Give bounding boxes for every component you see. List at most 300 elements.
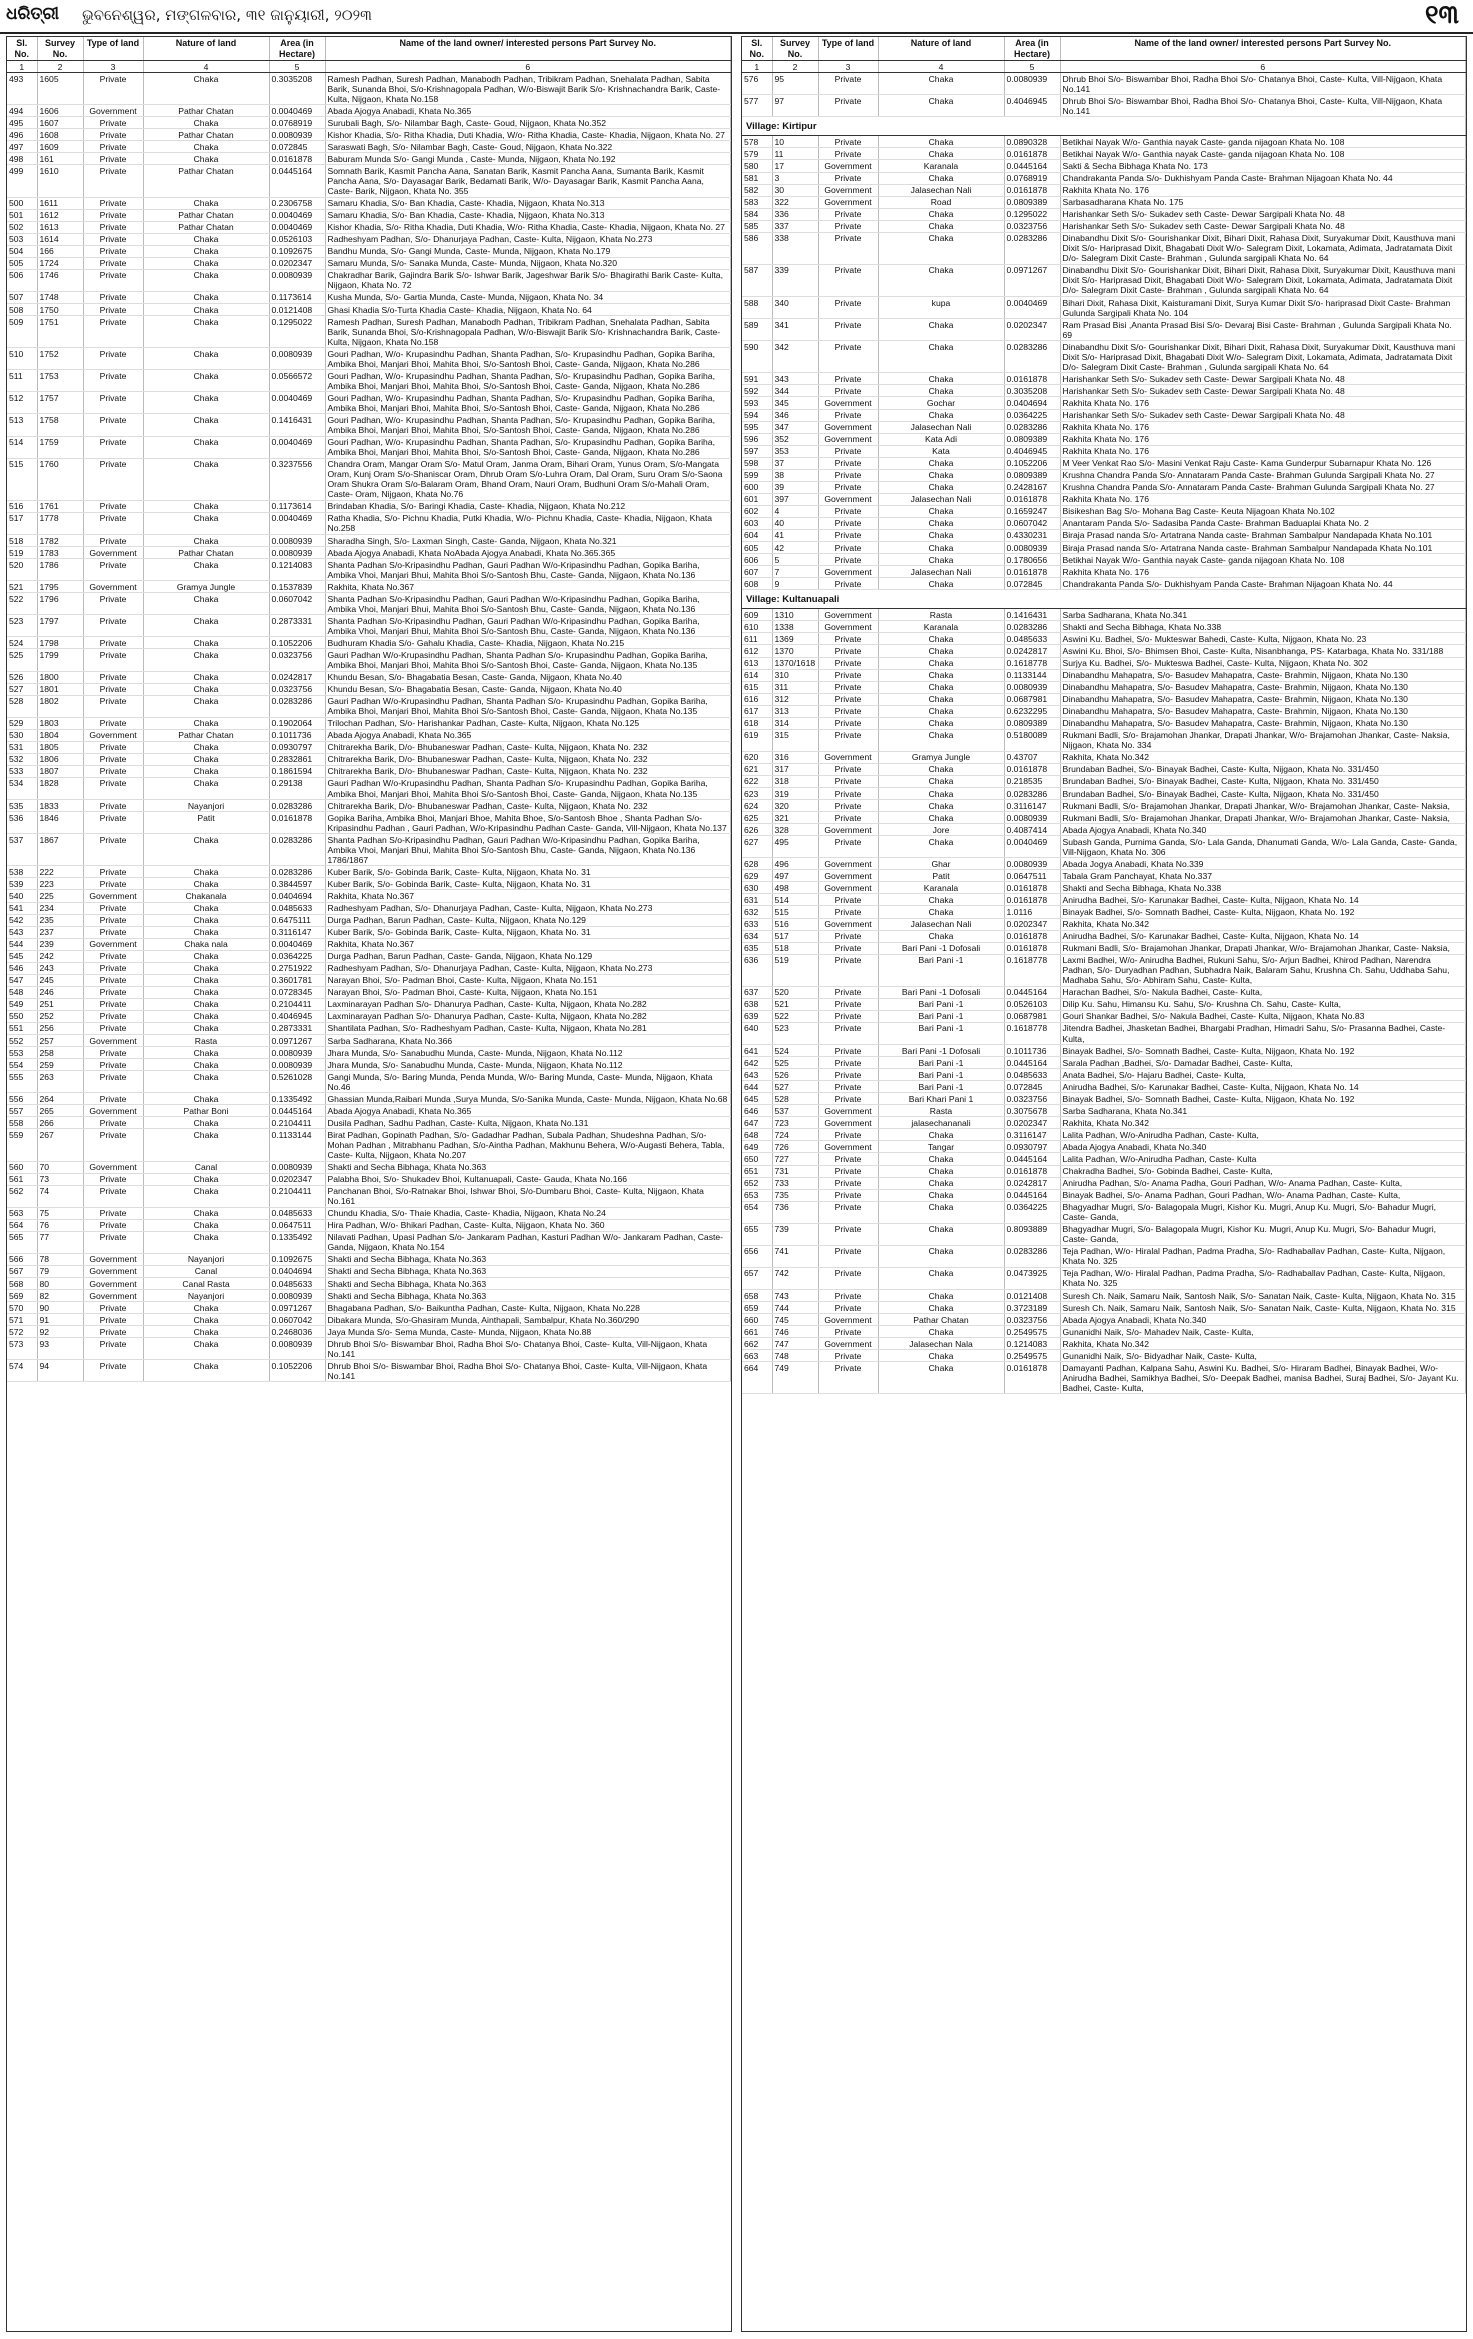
survey-no-cell: 257 (37, 1035, 83, 1047)
survey-no-cell: 1613 (37, 221, 83, 233)
owner-cell: Sakti & Secha Bibhaga Khata No. 173 (1060, 160, 1466, 172)
land-type-cell: Private (818, 836, 878, 858)
land-nature-cell: Chaka (878, 729, 1004, 751)
table-row (742, 469, 1466, 481)
land-type-cell: Private (83, 245, 143, 257)
land-type-cell: Private (83, 962, 143, 974)
land-nature-cell: Chaka (878, 554, 1004, 566)
sl-no-cell: 521 (7, 581, 37, 593)
land-type-cell: Private (818, 208, 878, 220)
survey-no-cell: 30 (772, 184, 818, 196)
table-row (7, 974, 731, 986)
table-row (742, 1081, 1466, 1093)
sl-no-cell: 546 (7, 962, 37, 974)
area-cell: 0.2428167 (1004, 481, 1060, 493)
owner-cell: Chundu Khadia, S/o- Thaie Khadia, Caste- Khadia, Nijgaon, Khata No.24 (325, 1207, 731, 1219)
survey-no-cell: 161 (37, 153, 83, 165)
area-cell: 0.0890328 (1004, 136, 1060, 148)
survey-no-cell: 724 (772, 1129, 818, 1141)
sl-no-cell: 602 (742, 505, 772, 517)
owner-cell: Krushna Chandra Panda S/o- Annataram Panda Caste- Brahman Gulunda Sargipali Khata No. 27 (1060, 481, 1466, 493)
land-nature-cell: Chaka (878, 930, 1004, 942)
land-type-cell: Private (83, 153, 143, 165)
area-cell: 0.3116147 (269, 926, 325, 938)
table-row (742, 633, 1466, 645)
owner-cell: Harachan Badhei, S/o- Nakula Badhei, Caste- Kulta, (1060, 986, 1466, 998)
land-nature-cell: Chaka (143, 649, 269, 671)
owner-cell: Saraswati Bagh, S/o- Nilambar Bagh, Caste- Goud, Nijgaon, Khata No.322 (325, 141, 731, 153)
land-nature-cell: Chaka (878, 705, 1004, 717)
land-nature-cell: Chaka (878, 836, 1004, 858)
survey-no-cell: 73 (37, 1173, 83, 1185)
table-row (742, 1223, 1466, 1245)
survey-no-cell: 1750 (37, 304, 83, 316)
land-nature-cell: Chaka (143, 1219, 269, 1231)
land-nature-cell: Karanala (878, 160, 1004, 172)
table-row (7, 914, 731, 926)
survey-no-cell: 39 (772, 481, 818, 493)
area-cell: 0.2549575 (1004, 1326, 1060, 1338)
sl-no-cell: 622 (742, 775, 772, 787)
sl-no-cell: 567 (7, 1265, 37, 1277)
area-cell: 0.0445164 (1004, 1153, 1060, 1165)
land-type-cell: Government (818, 870, 878, 882)
land-nature-cell: Pathar Chatan (143, 209, 269, 221)
survey-no-cell: 337 (772, 220, 818, 232)
table-row (742, 1189, 1466, 1201)
land-type-cell: Private (818, 341, 878, 373)
table-row (742, 657, 1466, 669)
land-nature-cell: Chaka (878, 1362, 1004, 1394)
land-nature-cell: Chaka (143, 414, 269, 436)
land-type-cell: Private (83, 777, 143, 799)
owner-cell: Durga Padhan, Barun Padhan, Caste- Ganda, Nijgaon, Khata No.129 (325, 950, 731, 962)
land-type-cell: Private (83, 559, 143, 581)
land-nature-cell: Chaka (143, 458, 269, 500)
owner-cell: Kishor Khadia, S/o- Ritha Khadia, Duti Khadia, W/o- Ritha Khadia, Caste- Khadia, Nijgaon, Khata No. 27 (325, 129, 731, 141)
area-cell: 0.3035208 (1004, 385, 1060, 397)
table-row (742, 1267, 1466, 1289)
land-nature-cell: Chaka (878, 373, 1004, 385)
table-row (7, 392, 731, 414)
owner-cell: Harishankar Seth S/o- Sukadev seth Caste- Dewar Sargipali Khata No. 48 (1060, 385, 1466, 397)
owner-cell: Gouri Padhan, W/o- Krupasindhu Padhan, Shanta Padhan, S/o- Krupasindhu Padhan, Gopika Bariha, Ambika Bhoi, Manjari Bhoi, Mahita Bhoi, S/o-Santosh Bhoi, Caste- Ganda, Nijgaon, Khata No.286 (325, 348, 731, 370)
land-nature-cell: Chaka (878, 208, 1004, 220)
table-row (742, 1010, 1466, 1022)
owner-cell: Subash Ganda, Purnima Ganda, S/o- Lala Ganda, Dhanumati Ganda, W/o- Lala Ganda, Caste- Ganda, Vill-Nijgaon, Khata No. 306 (1060, 836, 1466, 858)
land-nature-cell: Bari Pani -1 (878, 1069, 1004, 1081)
land-type-cell: Private (83, 765, 143, 777)
owner-cell: Jhara Munda, S/o- Sanabudhu Munda, Caste- Munda, Nijgaon, Khata No.112 (325, 1047, 731, 1059)
survey-no-cell: 318 (772, 775, 818, 787)
survey-no-cell: 222 (37, 866, 83, 878)
sl-no-cell: 570 (7, 1302, 37, 1314)
owner-cell: Laxminarayan Padhan S/o- Dhanurya Padhan, Caste- Kulta, Nijgaon, Khata No.282 (325, 1010, 731, 1022)
sl-no-cell: 577 (742, 95, 772, 117)
table-row (7, 1071, 731, 1093)
table-row (742, 882, 1466, 894)
survey-no-cell: 1828 (37, 777, 83, 799)
land-nature-cell: Chaka nala (143, 938, 269, 950)
land-type-cell: Private (818, 1350, 878, 1362)
area-cell: 0.0323756 (269, 649, 325, 671)
table-row (742, 1177, 1466, 1189)
area-cell: 0.0323756 (1004, 1093, 1060, 1105)
sl-no-cell: 528 (7, 695, 37, 717)
table-row (742, 421, 1466, 433)
land-type-cell: Private (818, 1326, 878, 1338)
table-row (7, 998, 731, 1010)
owner-cell: Rakhita, Khata No.342 (1060, 1338, 1466, 1350)
land-type-cell: Private (83, 974, 143, 986)
table-row (7, 316, 731, 348)
sl-no-cell: 495 (7, 117, 37, 129)
sl-no-cell: 650 (742, 1153, 772, 1165)
survey-no-cell: 528 (772, 1093, 818, 1105)
table-row (742, 1350, 1466, 1362)
area-cell: 0.0161878 (1004, 882, 1060, 894)
survey-no-cell: 1804 (37, 729, 83, 741)
sl-no-cell: 523 (7, 615, 37, 637)
land-type-cell: Private (818, 1267, 878, 1289)
survey-no-cell: 1796 (37, 593, 83, 615)
sl-no-cell: 612 (742, 645, 772, 657)
survey-no-cell: 245 (37, 974, 83, 986)
land-type-cell: Private (818, 788, 878, 800)
owner-cell: Aswini Ku. Bhoi, S/o- Bhimsen Bhoi, Caste- Kulta, Nisanbhanga, PS- Katarbaga, Khata No. 331/188 (1060, 645, 1466, 657)
area-cell: 0.0283286 (1004, 788, 1060, 800)
sl-no-cell: 588 (742, 297, 772, 319)
area-cell: 0.0080939 (269, 535, 325, 547)
land-type-cell: Government (818, 1338, 878, 1350)
table-row (7, 834, 731, 866)
land-type-cell: Private (818, 1290, 878, 1302)
sl-no-cell: 552 (7, 1035, 37, 1047)
table-row (742, 264, 1466, 296)
land-type-cell: Private (83, 414, 143, 436)
area-cell: 0.0930797 (269, 741, 325, 753)
land-type-cell: Government (83, 890, 143, 902)
survey-no-cell: 1609 (37, 141, 83, 153)
column-number-row (7, 61, 731, 73)
area-cell: 0.0809389 (1004, 196, 1060, 208)
col-number: 5 (269, 61, 325, 73)
land-type-cell: Private (83, 221, 143, 233)
land-nature-cell: Chaka (878, 1245, 1004, 1267)
area-cell: 0.0040469 (269, 392, 325, 414)
survey-no-cell: 746 (772, 1326, 818, 1338)
area-cell: 0.1092675 (269, 1253, 325, 1265)
land-nature-cell: Bari Pani -1 (878, 1057, 1004, 1069)
land-nature-cell: Kata Adi (878, 433, 1004, 445)
land-type-cell: Government (83, 1253, 143, 1265)
survey-no-cell: 321 (772, 812, 818, 824)
area-cell: 0.0161878 (1004, 148, 1060, 160)
area-cell: 0.0283286 (269, 800, 325, 812)
land-nature-cell: Bari Pani -1 Dofosali (878, 986, 1004, 998)
table-row (7, 950, 731, 962)
area-cell: 0.1902064 (269, 717, 325, 729)
table-row (7, 593, 731, 615)
sl-no-cell: 514 (7, 436, 37, 458)
land-type-cell: Private (818, 645, 878, 657)
sl-no-cell: 639 (742, 1010, 772, 1022)
table-row (742, 1362, 1466, 1394)
table-row (742, 775, 1466, 787)
table-row (742, 529, 1466, 541)
owner-cell: Bisikeshan Bag S/o- Mohana Bag Caste- Keuta Nijagoan Khata No.102 (1060, 505, 1466, 517)
sl-no-cell: 617 (742, 705, 772, 717)
sl-no-cell: 572 (7, 1326, 37, 1338)
table-row (7, 1265, 731, 1277)
land-nature-cell: Chaka (143, 153, 269, 165)
left-column (6, 36, 732, 2332)
area-cell: 0.0283286 (269, 834, 325, 866)
land-type-cell: Private (818, 481, 878, 493)
survey-no-cell: 322 (772, 196, 818, 208)
sl-no-cell: 641 (742, 1045, 772, 1057)
header-sl: Sl. No. (742, 37, 772, 61)
area-cell: 0.0323756 (269, 683, 325, 695)
header-type: Type of land (83, 37, 143, 61)
table-row (742, 1057, 1466, 1069)
table-row (742, 341, 1466, 373)
land-nature-cell: Chaka (878, 717, 1004, 729)
area-cell: 0.3601781 (269, 974, 325, 986)
survey-no-cell: 1800 (37, 671, 83, 683)
land-type-cell: Private (818, 1177, 878, 1189)
survey-no-cell: 353 (772, 445, 818, 457)
header-survey: Survey No. (37, 37, 83, 61)
area-cell: 0.0607042 (1004, 517, 1060, 529)
survey-no-cell: 166 (37, 245, 83, 257)
land-nature-cell: Patit (878, 870, 1004, 882)
land-nature-cell: Canal Rasta (143, 1278, 269, 1290)
owner-cell: Abada Ajogya Anabadi, Khata NoAbada Ajogya Anabadi, Khata No.365.365 (325, 547, 731, 559)
owner-cell: Gopika Bariha, Ambika Bhoi, Manjari Bhoe, Mahita Bhoe, S/o-Santosh Bhoe , Shanta Padhan S/o-Kripasindhu Padhan , Gauri Padhan, W/o-Kripasindhu Padhan Caste- Ganda, Vill-Nijgaon, Khata No.137 (325, 812, 731, 834)
land-type-cell: Private (818, 136, 878, 148)
table-row (742, 705, 1466, 717)
land-nature-cell: Chaka (143, 741, 269, 753)
land-nature-cell: Road (878, 196, 1004, 208)
sl-no-cell: 648 (742, 1129, 772, 1141)
survey-no-cell: 727 (772, 1153, 818, 1165)
page-number: ୧୩ (1425, 0, 1459, 30)
area-cell: 0.0161878 (1004, 373, 1060, 385)
survey-no-cell: 70 (37, 1161, 83, 1173)
sl-no-cell: 501 (7, 209, 37, 221)
sl-no-cell: 598 (742, 457, 772, 469)
table-row (7, 1093, 731, 1105)
land-type-cell: Private (83, 914, 143, 926)
table-row (7, 926, 731, 938)
sl-no-cell: 616 (742, 693, 772, 705)
owner-cell: Bhagyadhar Mugri, S/o- Balagopala Mugri, Kishor Ku. Mugri, Anup Ku. Mugri, S/o- Bahadur Mugri, Caste- Ganda, (1060, 1201, 1466, 1223)
table-row (7, 153, 731, 165)
table-row (7, 1059, 731, 1071)
land-nature-cell: Bari Pani -1 (878, 998, 1004, 1010)
land-type-cell: Private (83, 500, 143, 512)
land-nature-cell: Chaka (878, 148, 1004, 160)
sl-no-cell: 524 (7, 637, 37, 649)
sl-no-cell: 553 (7, 1047, 37, 1059)
owner-cell: Shakti and Secha Bibhaga, Khata No.338 (1060, 882, 1466, 894)
area-cell: 0.4046945 (1004, 95, 1060, 117)
land-nature-cell: Jalasechan Nali (878, 421, 1004, 433)
land-nature-cell: Chaka (878, 505, 1004, 517)
area-cell: 0.4046945 (269, 1010, 325, 1022)
table-row (742, 409, 1466, 421)
table-row (7, 414, 731, 436)
survey-no-cell: 1608 (37, 129, 83, 141)
land-type-cell: Private (83, 695, 143, 717)
owner-cell: Lalita Padhan, W/o-Anirudha Padhan, Caste- Kulta, (1060, 1129, 1466, 1141)
table-row (7, 1290, 731, 1302)
owner-cell: Suresh Ch. Naik, Samaru Naik, Santosh Naik, S/o- Sanatan Naik, Caste- Kulta, Nijgaon, Khata No. 315 (1060, 1290, 1466, 1302)
table-row (7, 370, 731, 392)
survey-no-cell: 225 (37, 890, 83, 902)
land-nature-cell: Chaka (143, 291, 269, 303)
area-cell: 0.0971267 (269, 1035, 325, 1047)
table-row (742, 1326, 1466, 1338)
land-nature-cell: Chaka (143, 950, 269, 962)
table-row (7, 581, 731, 593)
area-cell: 0.1214083 (1004, 1338, 1060, 1350)
table-row (742, 763, 1466, 775)
sl-no-cell: 525 (7, 649, 37, 671)
owner-cell: Gangi Munda, S/o- Baring Munda, Penda Munda, W/o- Baring Munda, Caste- Munda, Nijgaon, Khata No.46 (325, 1071, 731, 1093)
table-row (7, 245, 731, 257)
area-cell: 0.1092675 (269, 245, 325, 257)
table-row (7, 1219, 731, 1231)
table-row (742, 505, 1466, 517)
table-row (742, 824, 1466, 836)
land-nature-cell: Rasta (143, 1035, 269, 1047)
survey-no-cell: 516 (772, 918, 818, 930)
survey-no-cell: 267 (37, 1129, 83, 1161)
table-row (742, 542, 1466, 554)
area-cell: 0.0161878 (1004, 1165, 1060, 1177)
land-type-cell: Private (83, 141, 143, 153)
survey-no-cell: 537 (772, 1105, 818, 1117)
land-nature-cell: Chaka (878, 409, 1004, 421)
area-cell: 0.0485633 (1004, 633, 1060, 645)
table-row (7, 73, 731, 105)
area-cell: 0.1618778 (1004, 1022, 1060, 1044)
sl-no-cell: 636 (742, 954, 772, 986)
land-type-cell: Government (818, 1105, 878, 1117)
area-cell: 0.0242817 (1004, 645, 1060, 657)
header-sl: Sl. No. (7, 37, 37, 61)
sl-no-cell: 559 (7, 1129, 37, 1161)
land-nature-cell: Chaka (143, 559, 269, 581)
land-type-cell: Government (818, 566, 878, 578)
land-nature-cell: Bari Pani -1 Dofosali (878, 942, 1004, 954)
sl-no-cell: 659 (742, 1302, 772, 1314)
land-type-cell: Private (818, 1165, 878, 1177)
owner-cell: Ratha Khadia, S/o- Pichnu Khadia, Putki Khadia, W/o- Pichnu Khadia, Caste- Khadia, Nijgaon, Khata No.258 (325, 512, 731, 534)
owner-cell: Dinabandhu Mahapatra, S/o- Basudev Mahapatra, Caste- Brahmin, Nijgaon, Khata No.130 (1060, 717, 1466, 729)
survey-no-cell: 313 (772, 705, 818, 717)
land-nature-cell: Chaka (878, 232, 1004, 264)
survey-no-cell: 316 (772, 751, 818, 763)
table-row (742, 319, 1466, 341)
owner-cell: Teja Padhan, W/o- Hiralal Padhan, Padma Pradha, S/o- Radhaballav Padhan, Caste- Kulta, Nijgaon, Khata No. 325 (1060, 1245, 1466, 1267)
owner-cell: Damayanti Padhan, Kalpana Sahu, Aswini Ku. Badhei, S/o- Hiraram Badhei, Binayak Badhei, W/o- Anirudha Badhei, Samikhya Badhei, S/o- Deepak Badhei, manisa Badhei, Suraj Badhei, S/o- Jayant Ku. Badhei, Caste- Kulta, (1060, 1362, 1466, 1394)
sl-no-cell: 586 (742, 232, 772, 264)
land-nature-cell: Chaka (143, 304, 269, 316)
sl-no-cell: 571 (7, 1314, 37, 1326)
land-nature-cell: Chaka (143, 1047, 269, 1059)
table-row (742, 1141, 1466, 1153)
survey-no-cell: 338 (772, 232, 818, 264)
land-nature-cell: Chaka (878, 812, 1004, 824)
sl-no-cell: 543 (7, 926, 37, 938)
area-cell: 0.0040469 (1004, 297, 1060, 319)
survey-no-cell: 352 (772, 433, 818, 445)
table-row (742, 998, 1466, 1010)
sl-no-cell: 569 (7, 1290, 37, 1302)
table-row (7, 535, 731, 547)
owner-cell: Palabha Bhoi, S/o- Shukadev Bhoi, Kultanuapali, Caste- Gauda, Khata No.166 (325, 1173, 731, 1185)
area-cell: 0.0080939 (269, 269, 325, 291)
land-nature-cell: Chaka (878, 775, 1004, 787)
land-type-cell: Private (83, 1302, 143, 1314)
owner-cell: Shakti and Secha Bibhaga, Khata No.363 (325, 1290, 731, 1302)
owner-cell: Budhuram Khadia S/o- Gahalu Khadia, Caste- Khadia, Nijgaon, Khata No.215 (325, 637, 731, 649)
sl-no-cell: 502 (7, 221, 37, 233)
area-cell: 0.0121408 (269, 304, 325, 316)
area-cell: 0.2873331 (269, 1022, 325, 1034)
sl-no-cell: 630 (742, 882, 772, 894)
sl-no-cell: 532 (7, 753, 37, 765)
sl-no-cell: 609 (742, 609, 772, 621)
table-row (7, 683, 731, 695)
survey-no-cell: 310 (772, 669, 818, 681)
land-nature-cell: Bari Pani -1 (878, 1081, 1004, 1093)
sl-no-cell: 663 (742, 1350, 772, 1362)
village-heading-row (742, 117, 1466, 136)
area-cell: 0.0080939 (269, 1047, 325, 1059)
land-nature-cell: Chaka (143, 866, 269, 878)
table-row (742, 493, 1466, 505)
land-nature-cell: Chaka (143, 535, 269, 547)
owner-cell: Abada Ajogya Anabadi, Khata No.365 (325, 729, 731, 741)
land-type-cell: Private (818, 1153, 878, 1165)
land-nature-cell: Chaka (878, 1153, 1004, 1165)
area-cell: 0.0607042 (269, 593, 325, 615)
land-type-cell: Private (83, 878, 143, 890)
area-cell: 0.0485633 (269, 1278, 325, 1290)
sl-no-cell: 507 (7, 291, 37, 303)
survey-no-cell: 1760 (37, 458, 83, 500)
owner-cell: Abada Ajogya Anabadi, Khata No.365 (325, 105, 731, 117)
area-cell: 0.0080939 (269, 1059, 325, 1071)
sl-no-cell: 574 (7, 1360, 37, 1382)
land-nature-cell: Karanala (878, 621, 1004, 633)
land-type-cell: Government (818, 1141, 878, 1153)
land-type-cell: Government (818, 609, 878, 621)
table-row (742, 566, 1466, 578)
land-nature-cell: Chaka (878, 469, 1004, 481)
area-cell: 0.0283286 (1004, 341, 1060, 373)
owner-cell: Shanta Padhan S/o-Kripasindhu Padhan, Gauri Padhan W/o-Kripasindhu Padhan, Gopika Bariha, Ambika Vhoi, Manjari Bhui, Mahita Bhoi S/o-Santosh Bhu, Caste- Ganda, Nijgaon, Khata No.136 (325, 615, 731, 637)
owner-cell: Sarbasadharana Khata No. 175 (1060, 196, 1466, 208)
area-cell: 0.0283286 (269, 866, 325, 878)
sl-no-cell: 642 (742, 1057, 772, 1069)
area-cell: 0.3035208 (269, 73, 325, 105)
land-nature-cell: Chakanala (143, 890, 269, 902)
